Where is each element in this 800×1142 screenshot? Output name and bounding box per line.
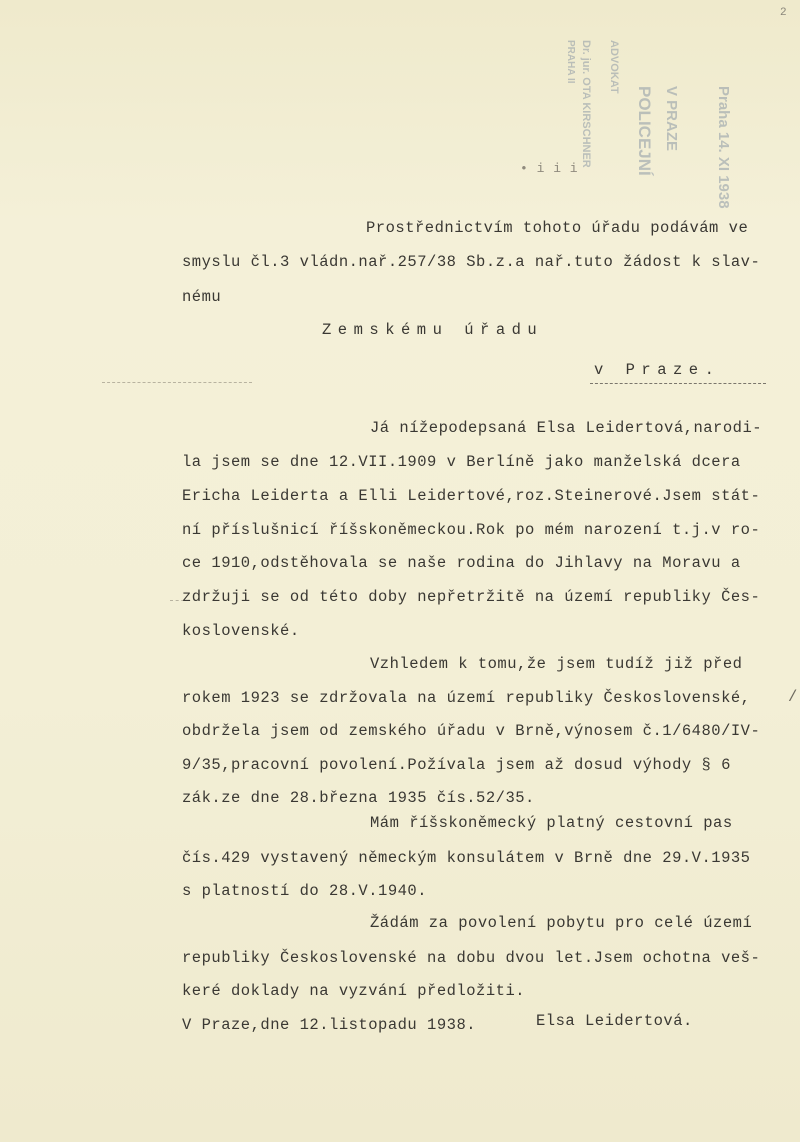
- p1-line-4: ní příslušnicí říšskoněmeckou.Rok po mém narození t.j.v ro-: [182, 521, 761, 539]
- stamp-line-1: ADVOKAT: [608, 40, 620, 94]
- closing-signature: Elsa Leidertová.: [536, 1012, 693, 1030]
- p4-line-3: keré doklady na vyzvání předložiti.: [182, 982, 526, 1000]
- addressee-office: Zemskému úřadu: [322, 321, 544, 339]
- intro-line-1: Prostřednictvím tohoto úřadu podávám ve: [366, 219, 749, 237]
- p1-line-6: zdržuji se od této doby nepřetržitě na území republiky Čes-: [182, 588, 761, 606]
- p1-line-7: koslovenské.: [182, 622, 300, 640]
- stamp-line-2: Dr. jur. OTA KIRSCHNER: [580, 40, 592, 168]
- p1-line-1: Já nížepodepsaná Elsa Leidertová,narodi-: [370, 419, 763, 437]
- page-corner-mark: 2: [780, 7, 788, 19]
- p3-line-3: s platností do 28.V.1940.: [182, 882, 428, 900]
- p3-line-1: Mám říšskoněmecký platný cestovní pas: [370, 814, 733, 832]
- p1-line-5: ce 1910,odstěhovala se naše rodina do Jihlavy na Moravu a: [182, 554, 741, 572]
- stamp-line-3: PRAHA II: [565, 40, 576, 84]
- bleed-dash-1: [102, 382, 252, 383]
- p2-line-2: rokem 1923 se zdržovala na území republiky Československé,: [182, 689, 751, 707]
- addressee-underline: [590, 383, 766, 384]
- p2-line-3: obdržela jsem od zemského úřadu v Brně,výnosem č.1/6480/IV-: [182, 722, 761, 740]
- p1-line-3: Ericha Leiderta a Elli Leidertové,roz.Steinerové.Jsem stát-: [182, 487, 761, 505]
- stamp-line-4: POLICEJNÍ: [635, 86, 654, 176]
- addressee-city: v Praze.: [594, 361, 721, 379]
- p2-line-1: Vzhledem k tomu,že jsem tudíž již před: [370, 655, 743, 673]
- p2-line-4: 9/35,pracovní povolení.Požívala jsem až dosud výhody § 6: [182, 756, 731, 774]
- intro-line-2: smyslu čl.3 vládn.nař.257/38 Sb.z.a nař.tuto žádost k slav-: [182, 253, 761, 271]
- p1-line-2: la jsem se dne 12.VII.1909 v Berlíně jako manželská dcera: [182, 453, 741, 471]
- intro-line-3: nému: [182, 288, 222, 306]
- stamp-line-6: Praha 14. XI 1938: [715, 86, 732, 209]
- p2-line-5: zák.ze dne 28.března 1935 čís.52/35.: [182, 789, 535, 807]
- closing-place-date: V Praze,dne 12.listopadu 1938.: [182, 1016, 477, 1034]
- p4-line-2: republiky Československé na dobu dvou let.Jsem ochotna veš-: [182, 949, 761, 967]
- p3-line-2: čís.429 vystavený německým konsulátem v Brně dne 29.V.1935: [182, 849, 751, 867]
- top-marks: • i i i: [520, 161, 579, 176]
- stamp-line-5: V PRAZE: [663, 86, 680, 152]
- margin-mark: /: [788, 688, 798, 706]
- p4-line-1: Žádám za povolení pobytu pro celé území: [370, 914, 753, 932]
